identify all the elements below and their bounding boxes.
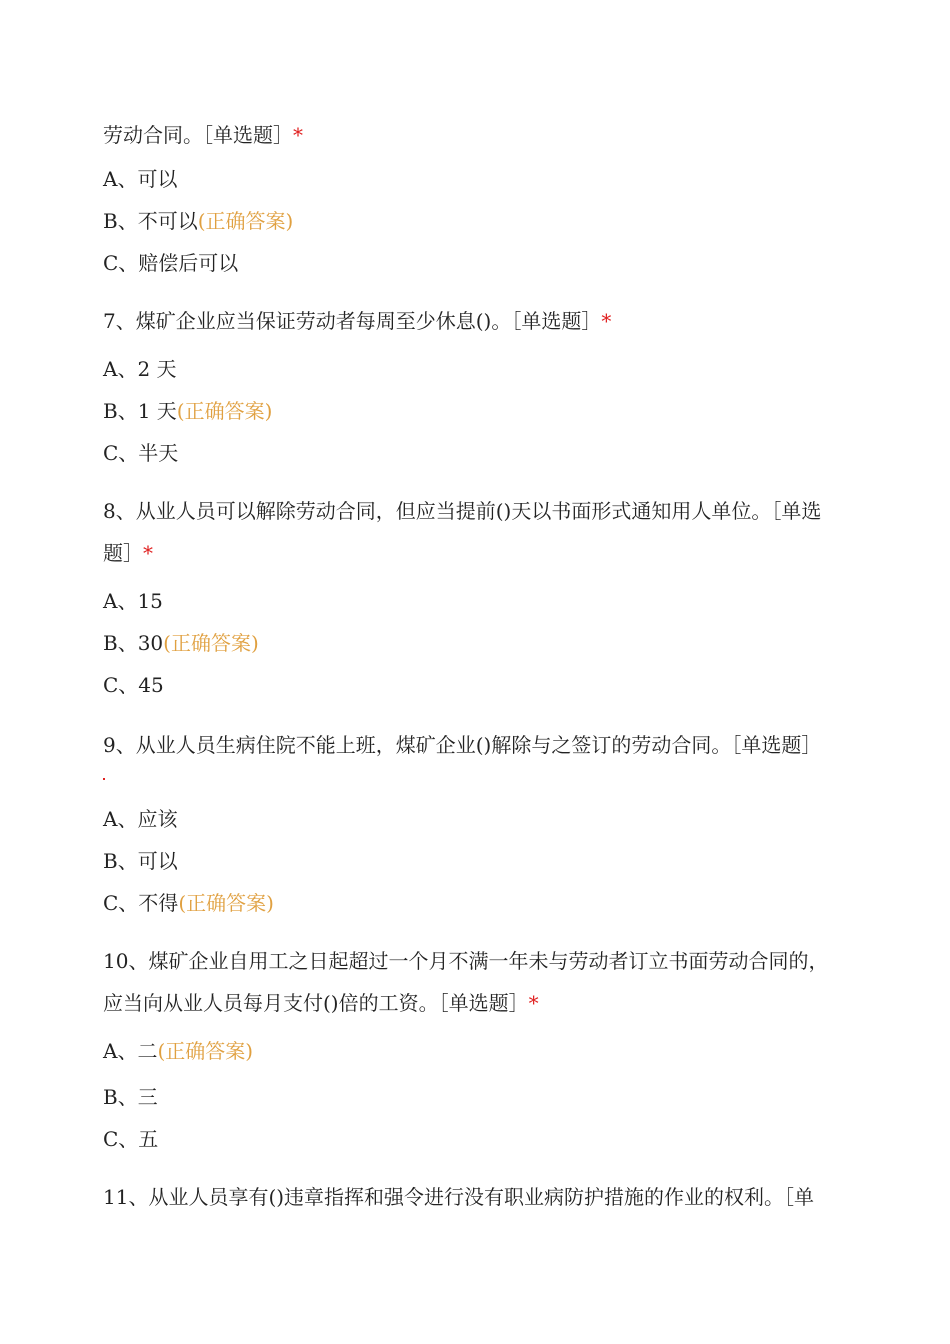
q6-stem: 劳动合同。［单选题］* bbox=[103, 123, 303, 147]
q6-option-b: B、不可以(正确答案) bbox=[103, 209, 294, 233]
q11-stem-line1: 11、从业人员享有()违章指挥和强令进行没有职业病防护措施的作业的权利。［单 bbox=[103, 1185, 815, 1209]
q8-option-c: C、45 bbox=[103, 673, 164, 697]
correct-answer-label: (正确答案) bbox=[197, 209, 294, 233]
q7-option-b: B、1 天(正确答案) bbox=[103, 399, 273, 423]
required-star: * bbox=[293, 123, 303, 147]
q6-option-a: A、可以 bbox=[103, 167, 178, 191]
q9-stem: 9、从业人员生病住院不能上班，煤矿企业()解除与之签订的劳动合同。［单选题］ bbox=[103, 733, 822, 757]
correct-answer-label: (正确答案) bbox=[178, 891, 274, 915]
q8-stem-line2: 题］* bbox=[103, 541, 153, 565]
q10-stem-line1: 10、煤矿企业自用工之日起超过一个月不满一年未与劳动者订立书面劳动合同的， bbox=[103, 949, 829, 973]
required-star: * bbox=[601, 309, 612, 333]
correct-answer-label: (正确答案) bbox=[163, 631, 259, 655]
q8-stem-line1: 8、从业人员可以解除劳动合同，但应当提前()天以书面形式通知用人单位。［单选 bbox=[103, 499, 822, 523]
q9-option-b: B、可以 bbox=[103, 849, 178, 873]
q10-stem-line2: 应当向从业人员每月支付()倍的工资。［单选题］* bbox=[103, 991, 539, 1015]
q10-option-c: C、五 bbox=[103, 1127, 159, 1151]
q9-option-c: C、不得(正确答案) bbox=[103, 891, 274, 915]
q7-option-a: A、2 天 bbox=[103, 357, 177, 381]
q10-option-b: B、三 bbox=[103, 1085, 158, 1109]
correct-answer-label: (正确答案) bbox=[157, 1039, 254, 1063]
q8-option-a: A、15 bbox=[103, 589, 163, 613]
required-star: * bbox=[143, 541, 153, 565]
required-star-mark bbox=[103, 778, 105, 780]
q7-option-c: C、半天 bbox=[103, 441, 179, 465]
correct-answer-label: (正确答案) bbox=[176, 399, 273, 423]
q8-option-b: B、30(正确答案) bbox=[103, 631, 259, 655]
q6-option-c: C、赔偿后可以 bbox=[103, 251, 239, 275]
q7-stem: 7、煤矿企业应当保证劳动者每周至少休息()。［单选题］* bbox=[103, 309, 612, 333]
q9-option-a: A、应该 bbox=[103, 807, 178, 831]
q10-option-a: A、二(正确答案) bbox=[103, 1039, 254, 1063]
required-star: * bbox=[528, 991, 539, 1015]
